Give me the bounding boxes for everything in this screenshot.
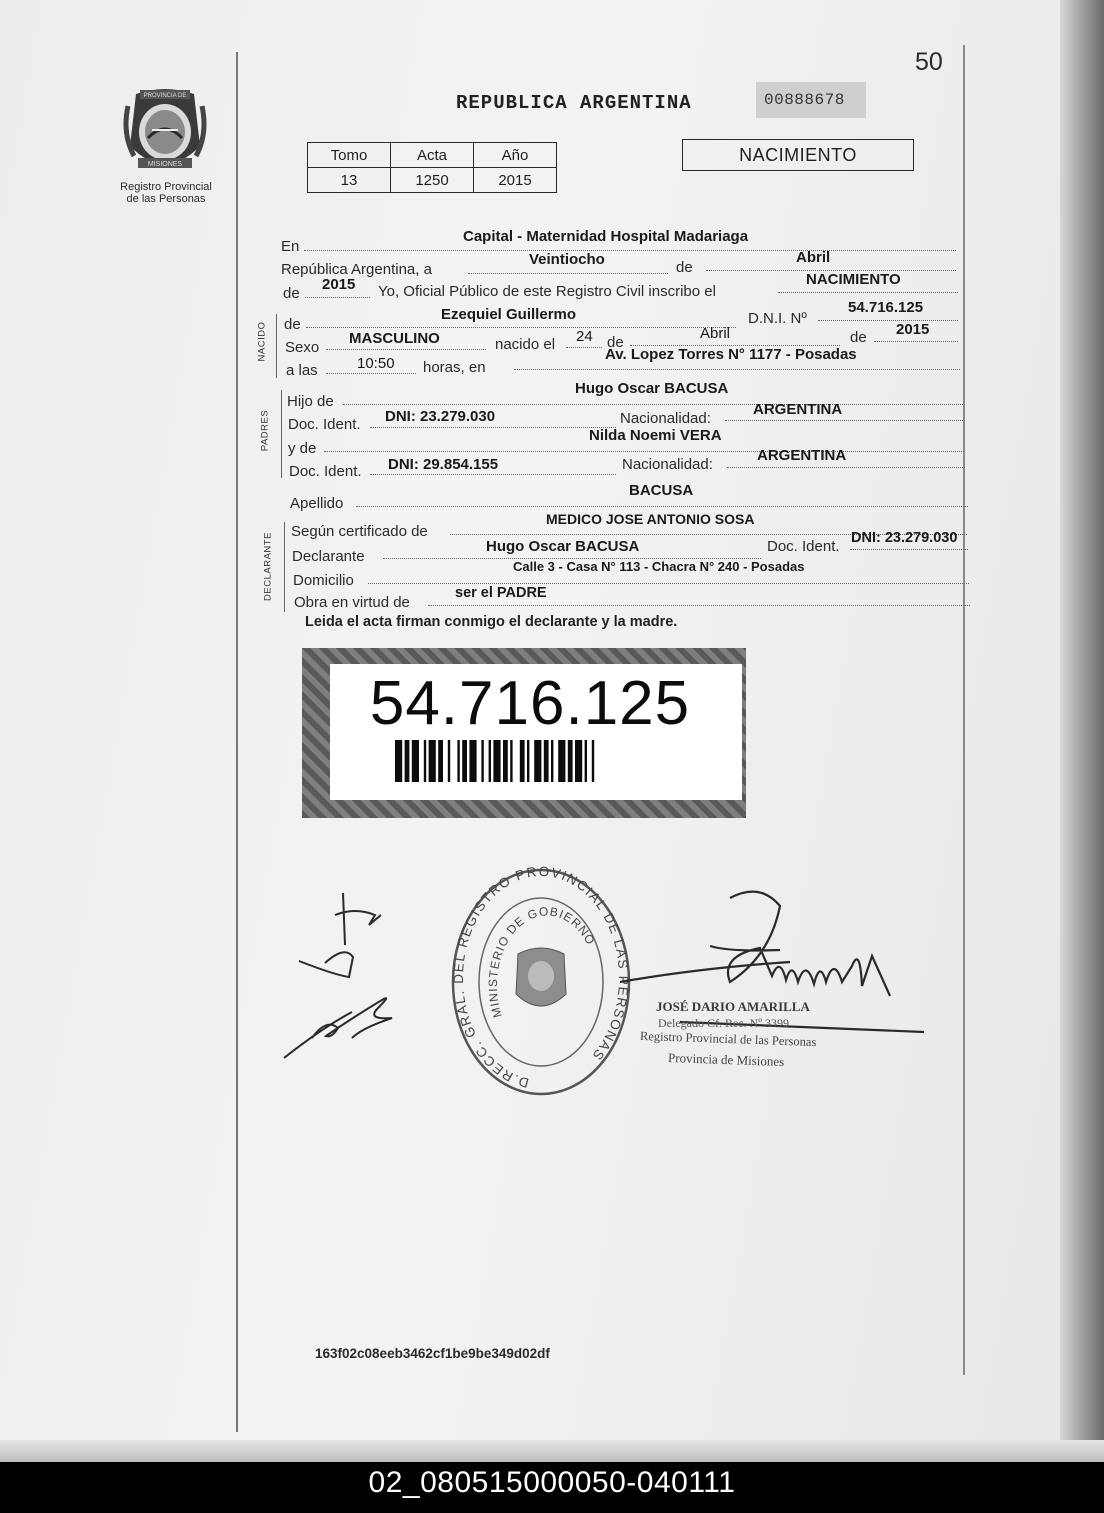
dotted-line [778,292,958,293]
value-certificate-by: MEDICO JOSE ANTONIO SOSA [546,511,755,527]
closing-statement: Leida el acta firman conmigo el declarante y la madre. [305,614,678,630]
value-father-name: Hugo Oscar BACUSA [575,380,729,397]
barcode-bar [575,740,582,782]
label-nacionalidad-mother: Nacionalidad: [622,456,713,473]
barcode-bar [462,740,467,782]
barcode-bar [412,740,419,782]
label-apellido: Apellido [290,495,344,512]
barcode-bar [457,740,459,782]
register-header-ano: Año [474,143,557,168]
footer-file-id: 02_080515000050-040111 [368,1466,736,1499]
section-bar [281,390,282,478]
value-place: Capital - Maternidad Hospital Madariaga [463,228,749,245]
dotted-line [818,320,958,321]
value-year: 2015 [322,276,356,293]
section-bar [276,314,277,378]
value-day: Veintiocho [529,251,605,268]
value-mother-nationality: ARGENTINA [757,447,847,464]
barcode-bar [424,740,426,782]
barcode-bar [448,740,450,782]
document-type-box: NACIMIENTO [682,139,914,171]
dotted-line [326,349,486,350]
province-crest-icon [122,86,208,176]
label-declarante: Declarante [292,548,365,565]
label-y-de: y de [288,440,317,457]
barcode-bar [469,740,476,782]
crest-text-top: PROVINCIA DE [143,93,187,99]
label-de-month: de [676,259,693,276]
register-value-ano: 2015 [474,168,557,193]
dotted-line [326,373,416,374]
page-edge-shadow [1060,0,1104,1462]
signature-mother [282,978,412,1068]
value-dni: 54.716.125 [848,299,924,316]
value-capacity: ser el PADRE [455,585,547,601]
barcode-bar [503,740,508,782]
label-republica: República Argentina, a [281,261,432,278]
barcode-bar [510,740,512,782]
official-name: JOSÉ DARIO AMARILLA [656,999,810,1014]
official-province: Provincia de Misiones [667,1049,785,1070]
dotted-line [356,506,968,507]
document-title: REPUBLICA ARGENTINA [456,92,692,114]
serial-number: 00888678 [764,91,845,109]
barcode-bar [395,740,402,782]
dotted-line [370,474,616,475]
value-birth-day: 24 [576,328,593,345]
official-office: Registro Provincial de las Personas [639,1028,817,1050]
register-header-tomo: Tomo [308,143,391,168]
label-horas-en: horas, en [423,359,486,376]
dotted-line [727,467,965,468]
seal-inner-label: MINISTERIO DE GOBIERNO [485,904,599,1020]
seal-text: D.RECC. GRAL. DEL REGISTRO PROVINCIAL DE LAS PERSONAS [451,866,632,1091]
label-dni: D.N.I. Nº [748,310,807,327]
section-bar [284,522,285,612]
page-number: 50 [915,48,943,76]
label-obra-en-virtud: Obra en virtud de [294,594,410,611]
org-name: Registro Provincial de las Personas [120,181,212,205]
dotted-line [370,427,616,428]
barcode-bar [493,740,500,782]
barcode-bar [558,740,565,782]
barcode-bar [534,740,541,782]
barcode-bar [585,740,587,782]
barcode-bar [520,740,525,782]
label-nacionalidad-father: Nacionalidad: [620,410,711,427]
dotted-line [304,250,956,251]
section-label-nacido: NACIDO [256,321,268,362]
label-sexo: Sexo [285,339,320,356]
label-nacido-el: nacido el [495,336,556,353]
barcode-bar [481,740,483,782]
dotted-line [850,549,968,550]
label-a-las: a las [286,362,318,379]
barcode-bar [489,740,491,782]
label-doc-ident-declarant: Doc. Ident. [767,538,840,555]
barcode [395,740,670,782]
label-domicilio: Domicilio [293,572,354,589]
dotted-line [566,347,602,348]
register-header-row [308,143,557,168]
register-value-acta: 1250 [391,168,474,193]
label-oficial: Yo, Oficial Público de este Registro Civil inscribo el [378,283,716,300]
value-birth-time: 10:50 [357,355,395,372]
dotted-line [324,451,964,452]
document-hash: 163f02c08eeb3462cf1be9be349d02df [315,1346,550,1361]
value-act-type: NACIMIENTO [806,271,901,288]
label-de-name: de [284,316,301,333]
dotted-line [428,605,970,606]
label-de-birth-month: de [607,334,624,351]
register-table [307,142,557,193]
barcode-bar [438,740,443,782]
value-sex: MASCULINO [349,330,440,347]
value-mother-doc: DNI: 29.854.155 [388,456,499,473]
value-mother-name: Nilda Noemi VERA [589,427,722,444]
page-bottom-edge [0,1440,1104,1462]
value-father-doc: DNI: 23.279.030 [385,408,496,425]
dotted-line [725,420,963,421]
section-label-padres: PADRES [259,409,271,452]
barcode-bar [405,740,410,782]
dotted-line [306,327,736,328]
label-de-birth-year: de [850,329,867,346]
seal-inner-text [482,896,612,1066]
barcode-bar [527,740,529,782]
label-de-year: de [283,285,300,302]
crest-text-bottom: MISIONES [147,161,183,168]
barcode-bar [568,740,573,782]
official-role: Delegado Cf. Rec. Nº 3399 [658,1016,790,1030]
id-label-number: 54.716.125 [369,669,691,738]
barcode-bar [544,740,549,782]
label-en: En [281,238,300,255]
dotted-line [874,341,958,342]
register-header-acta: Acta [391,143,474,168]
value-child-name: Ezequiel Guillermo [441,306,577,323]
label-hijo-de: Hijo de [287,393,334,410]
label-doc-ident-mother: Doc. Ident. [289,463,362,480]
barcode-bar [592,740,594,782]
register-value-tomo: 13 [308,168,391,193]
barcode-bar [551,740,553,782]
value-month: Abril [796,249,831,266]
label-doc-ident-father: Doc. Ident. [288,416,361,433]
dotted-line [305,297,370,298]
value-surname: BACUSA [629,482,694,499]
value-birth-place: Av. Lopez Torres N° 1177 - Posadas [605,346,857,363]
value-declarant-name: Hugo Oscar BACUSA [486,538,640,555]
value-birth-year: 2015 [896,321,930,338]
dotted-line [514,369,960,370]
value-address: Calle 3 - Casa N° 113 - Chacra N° 240 - Posadas [513,559,805,574]
left-margin-line [236,52,238,1432]
svg-text:MINISTERIO DE GOBIERNO [486,904,598,1019]
dotted-line [468,273,668,274]
signature-declarant [295,885,395,985]
dotted-line [343,404,963,405]
right-margin-line [963,45,965,1375]
barcode-bar [429,740,436,782]
value-father-nationality: ARGENTINA [753,401,843,418]
value-birth-month: Abril [700,325,731,342]
value-declarant-doc: DNI: 23.279.030 [851,530,958,546]
register-value-row [308,168,557,193]
section-label-declarante: DECLARANTE [262,532,274,601]
dotted-line [368,583,969,584]
label-segun-certificado: Según certificado de [291,523,428,540]
